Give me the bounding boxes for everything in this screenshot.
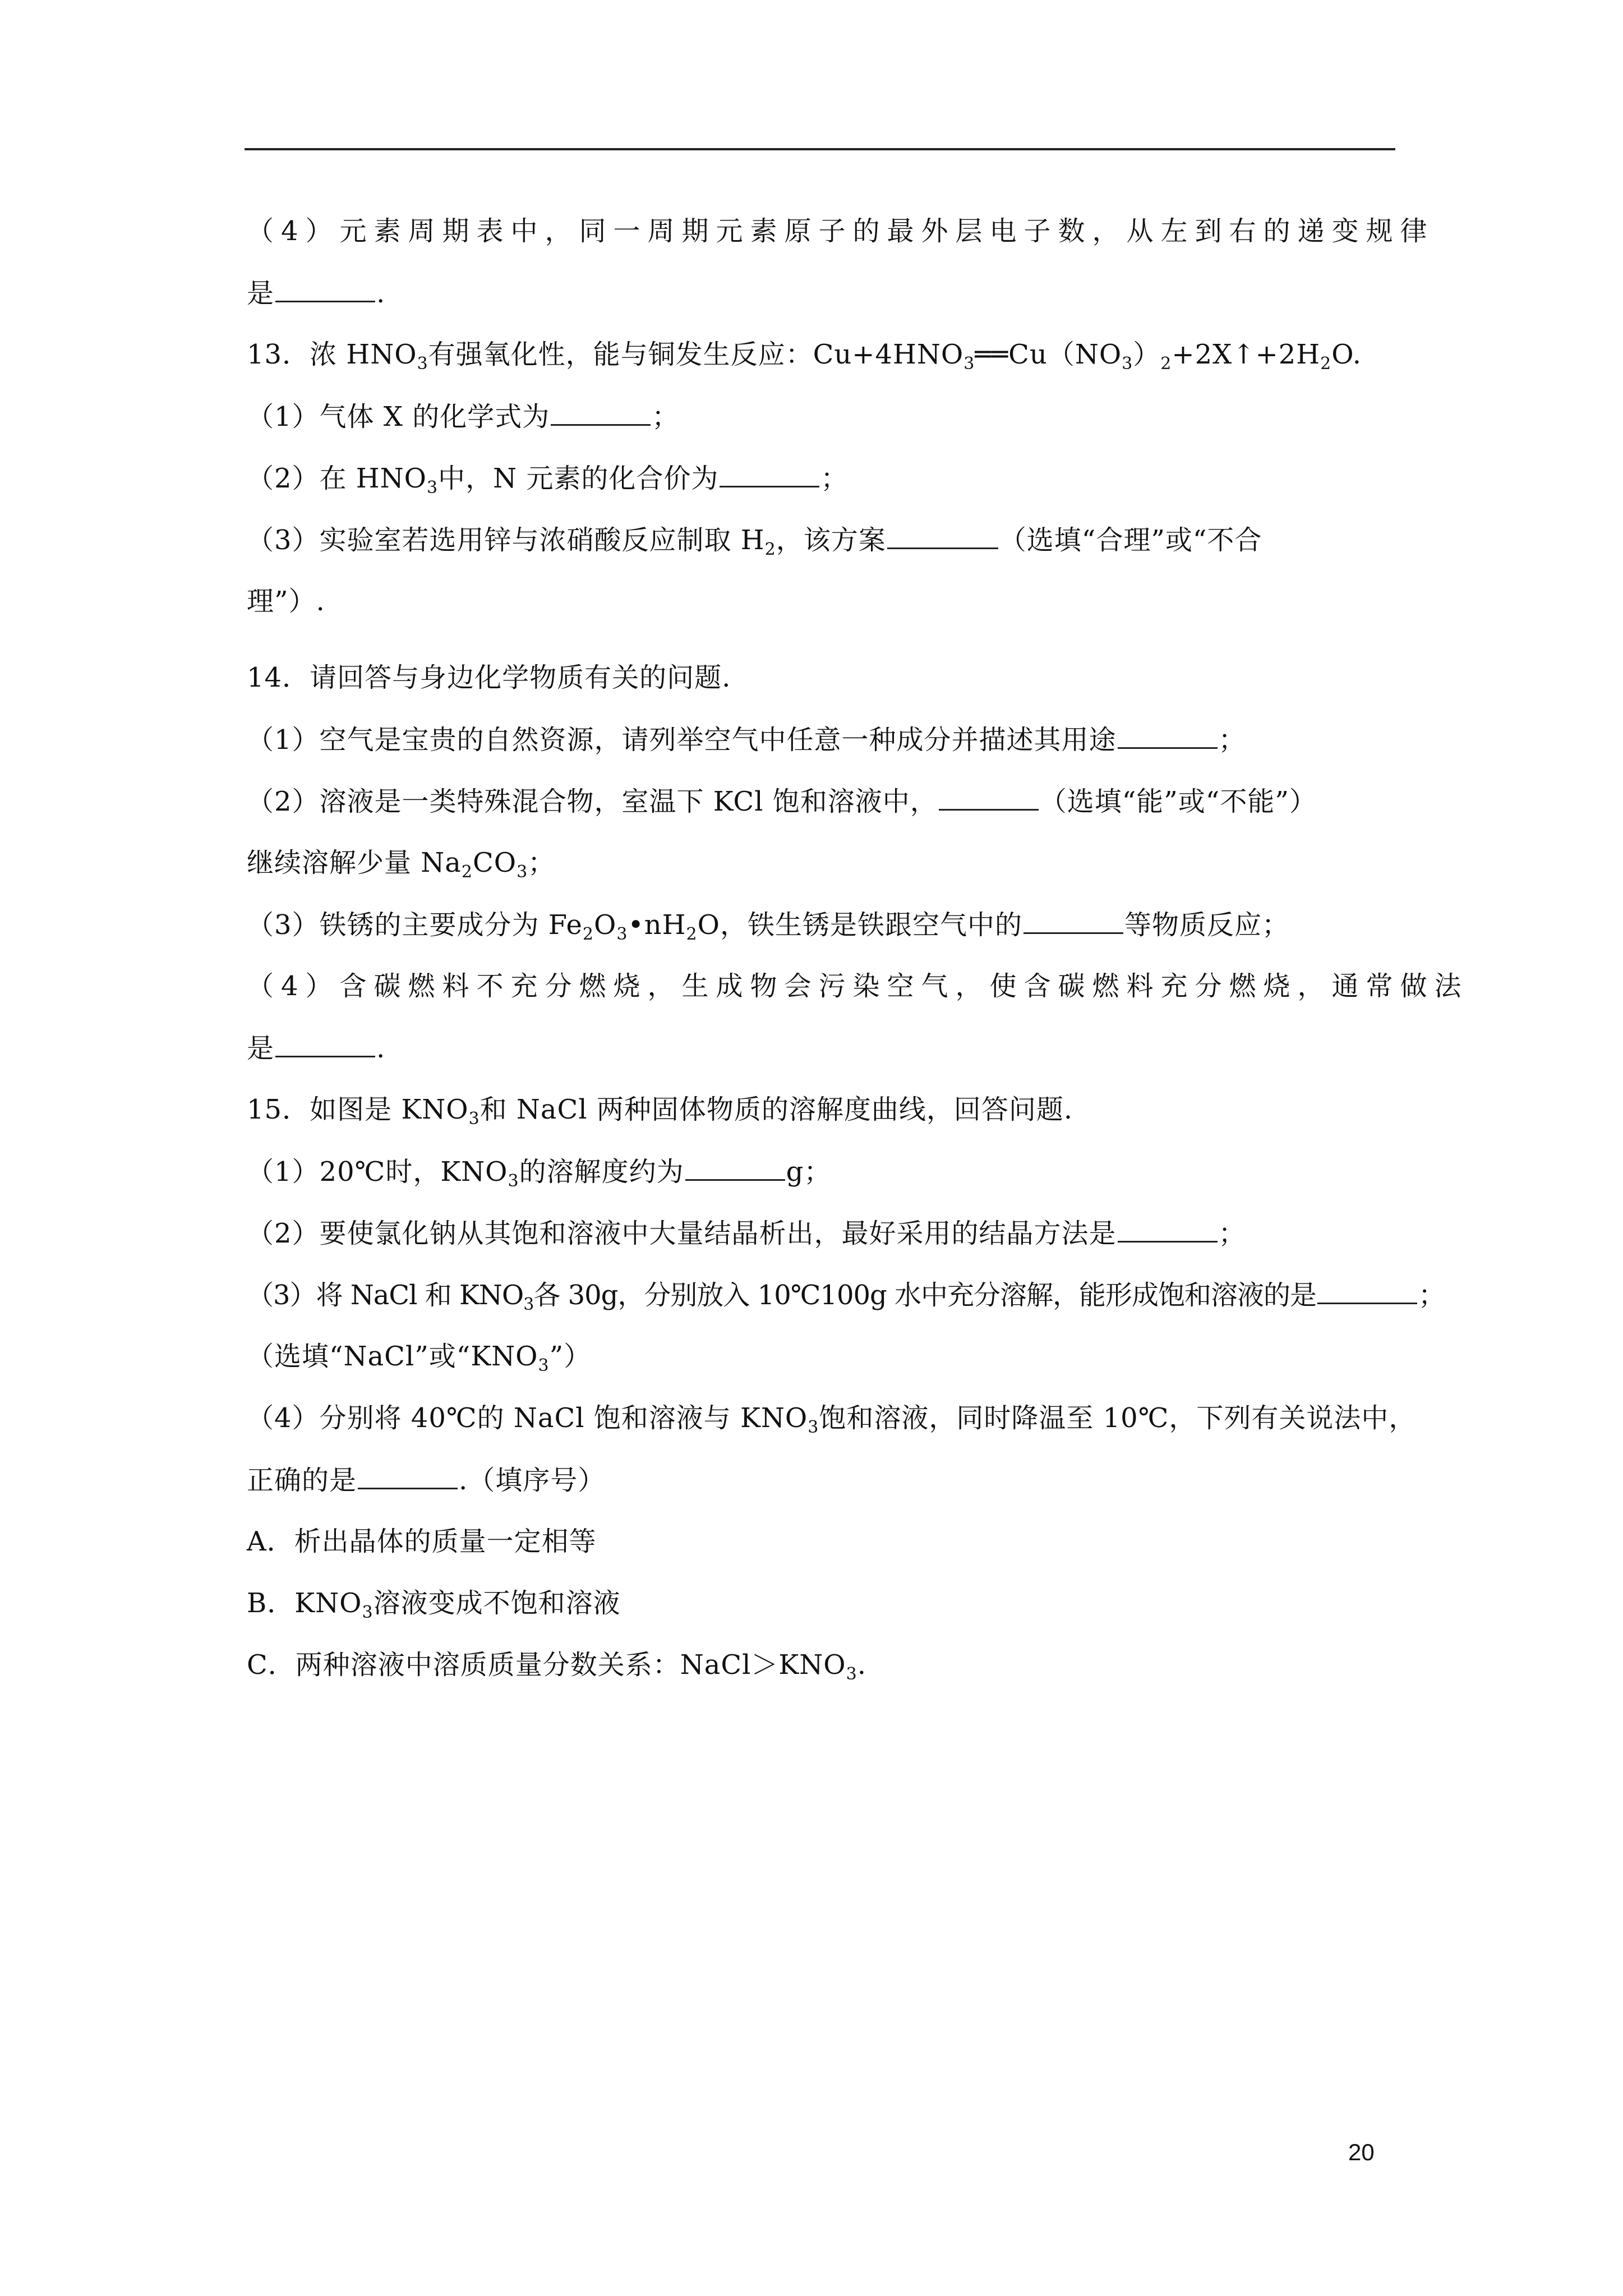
answer-blank[interactable]: [1118, 723, 1218, 749]
answer-blank[interactable]: [685, 1154, 785, 1181]
q12-part4-line2: 是 .: [247, 276, 385, 310]
answer-blank[interactable]: [275, 1031, 375, 1057]
q14-part1: （1）空气是宝贵的自然资源，请列举空气中任意一种成分并描述其用途 ；: [247, 723, 1246, 757]
q15-part3-line1: （3）将 NaCl 和 $KNO_3$各 30g，分别放入 10℃100g 水中充分溶解，能形成饱和溶液的是 ；: [247, 1278, 1445, 1312]
answer-blank[interactable]: [1118, 1216, 1218, 1243]
q14-part4-line1: （4）含碳燃料不充分燃烧，生成物会污染空气，使含碳燃料充分燃烧，通常做法: [247, 970, 1469, 1002]
q15-stem: 15．如图是 $KNO_3$和 NaCl 两种固体物质的溶解度曲线，回答问题.: [247, 1094, 1073, 1129]
answer-blank[interactable]: [551, 399, 651, 426]
q14-part4-line2: 是 .: [247, 1031, 385, 1065]
q13-part2: （2）在 $HNO_3$中，N 元素的化合价为 ；: [247, 461, 848, 495]
q15-option-c: C．两种溶液中溶质质量分数关系：$NaCl>KNO_3$.: [247, 1649, 866, 1684]
q12-part4-line1: （4）元素周期表中，同一周期元素原子的最外层电子数，从左到右的递变规律: [247, 215, 1435, 247]
page-number: 20: [1348, 2139, 1375, 2165]
q14-part2-line1: （2）溶液是一类特殊混合物，室温下 KCl 饱和溶液中， （选填“能”或“不能”）: [247, 784, 1317, 818]
q14-stem: 14．请回答与身边化学物质有关的问题.: [247, 662, 731, 693]
answer-blank[interactable]: [358, 1463, 458, 1489]
answer-blank[interactable]: [939, 784, 1039, 811]
answer-blank[interactable]: [1317, 1278, 1417, 1304]
answer-blank[interactable]: [1023, 908, 1123, 934]
q15-part1: （1）20℃时，$KNO_3$的溶解度约为 g；: [247, 1154, 831, 1189]
q13-part3-line1: （3）实验室若选用锌与浓硝酸反应制取 $H_2$，该方案 （选填“合理”或“不合: [247, 523, 1262, 557]
q13-part3-line2: 理”）.: [247, 586, 325, 617]
q15-option-b: B．$KNO_3$溶液变成不饱和溶液: [247, 1588, 621, 1622]
q13-stem: 13．浓 $HNO_3$有强氧化性，能与铜发生反应：$Cu+4HNO_3══Cu(NO_3)_2+2X↑+2H_2O$.: [247, 339, 1362, 374]
header-rule: [245, 148, 1395, 150]
answer-blank[interactable]: [275, 276, 375, 302]
q14-part3: （3）铁锈的主要成分为 $Fe_2O_3•nH_2O$，铁生锈是铁跟空气中的 等物质反应；: [247, 908, 1289, 942]
answer-blank[interactable]: [720, 461, 819, 487]
q15-option-a: A．析出晶体的质量一定相等: [247, 1526, 597, 1557]
q15-part4-line1: （4）分别将 40℃的 NaCl 饱和溶液与 $KNO_3$饱和溶液，同时降温至 10℃，下列有关说法中，: [247, 1402, 1417, 1437]
q15-part3-line2: （选填“NaCl”或“$KNO_3$”）: [247, 1341, 592, 1375]
answer-blank[interactable]: [887, 523, 998, 549]
q14-part2-line2: 继续溶解少量 $Na_2CO_3$；: [247, 847, 556, 882]
q15-part2: （2）要使氯化钠从其饱和溶液中大量结晶析出，最好采用的结晶方法是 ；: [247, 1216, 1246, 1250]
q15-part4-line2: 正确的是 .（填序号）: [247, 1463, 605, 1497]
q13-part1: （1）气体 X 的化学式为 ；: [247, 399, 679, 434]
